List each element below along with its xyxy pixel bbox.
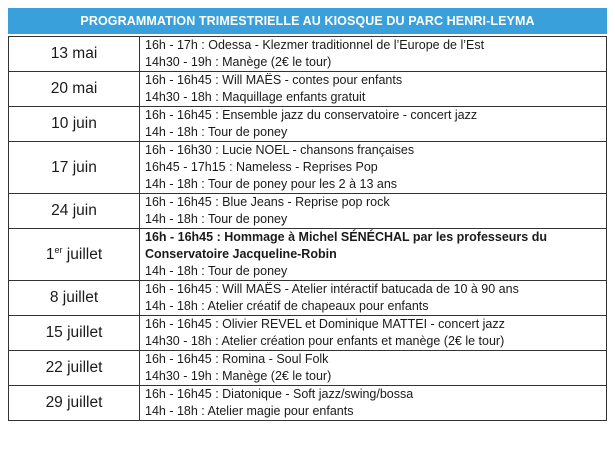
event-line: 14h - 18h : Tour de poney (145, 212, 288, 226)
date-ordinal-suffix: er (54, 244, 63, 255)
schedule-table (8, 36, 607, 421)
event-line: 16h - 16h30 : Lucie NOEL - chansons françaises (145, 143, 415, 157)
table-row (9, 107, 607, 142)
row-events (140, 351, 607, 386)
row-date (9, 386, 140, 421)
schedule-body (9, 37, 607, 421)
event-line: 14h30 - 18h : Atelier création pour enfants et manège (2€ le tour) (145, 334, 505, 348)
row-events (140, 386, 607, 421)
event-line: 14h - 18h : Tour de poney (145, 264, 288, 278)
event-line: 16h - 16h45 : Will MAËS - contes pour enfants (145, 73, 403, 87)
event-line: 16h - 16h45 : Blue Jeans - Reprise pop rock (145, 195, 390, 209)
row-date (9, 316, 140, 351)
date-text: 15 juillet (45, 324, 103, 341)
event-line: 16h - 16h45 : Will MAËS - Atelier intéractif batucada de 10 à 90 ans (145, 282, 519, 296)
date-text: 17 juin (51, 158, 97, 176)
row-events (140, 107, 607, 142)
event-line: 16h - 16h45 : Diatonique - Soft jazz/swing/bossa (145, 387, 414, 401)
date-text: 20 mai (50, 80, 98, 97)
date-text: 10 juin (51, 115, 97, 132)
row-events (140, 229, 607, 281)
page-title: PROGRAMMATION TRIMESTRIELLE AU KIOSQUE DU PARC HENRI-LEYMA (8, 8, 607, 34)
row-events (140, 316, 607, 351)
event-line: 16h - 16h45 : Olivier REVEL et Dominique MATTEI - concert jazz (145, 317, 505, 331)
date-text: 8 juillet (49, 289, 99, 306)
row-events (140, 37, 607, 72)
table-row (9, 386, 607, 421)
event-line: 14h30 - 19h : Manège (2€ le tour) (145, 369, 332, 383)
row-date (9, 229, 140, 281)
event-line: 16h - 16h45 : Ensemble jazz du conservatoire - concert jazz (145, 108, 478, 122)
row-events (140, 194, 607, 229)
table-row (9, 229, 607, 281)
event-line: 14h - 18h : Atelier créatif de chapeaux pour enfants (145, 299, 429, 313)
event-line: 16h45 - 17h15 : Nameless - Reprises Pop (145, 160, 378, 174)
date-text: 22 juillet (45, 359, 103, 376)
row-events (140, 142, 607, 194)
row-date (9, 351, 140, 386)
date-text: 1 (45, 245, 55, 263)
event-line: 14h30 - 18h : Maquillage enfants gratuit (145, 90, 366, 104)
date-text: 24 juin (51, 202, 97, 219)
date-text: 13 mai (50, 45, 98, 62)
event-line: 14h - 18h : Atelier magie pour enfants (145, 404, 354, 418)
row-date (9, 194, 140, 229)
table-row (9, 281, 607, 316)
event-line: 16h - 17h : Odessa - Klezmer traditionnel de l’Europe de l’Est (145, 38, 485, 52)
date-text: 29 juillet (45, 394, 103, 411)
event-line: 16h - 16h45 : Hommage à Michel SÉNÉCHAL par les professeurs du Conservatoire Jacqueline-Robin (145, 230, 547, 261)
table-row (9, 316, 607, 351)
event-line: 14h30 - 19h : Manège (2€ le tour) (145, 55, 332, 69)
row-date (9, 37, 140, 72)
event-line: 14h - 18h : Tour de poney (145, 125, 288, 139)
event-line: 16h - 16h45 : Romina - Soul Folk (145, 352, 329, 366)
date-month: juillet (62, 245, 103, 263)
table-row (9, 194, 607, 229)
table-row (9, 351, 607, 386)
row-date (9, 107, 140, 142)
row-date (9, 142, 140, 194)
table-row (9, 72, 607, 107)
row-events (140, 281, 607, 316)
table-row (9, 142, 607, 194)
row-date (9, 72, 140, 107)
row-date (9, 281, 140, 316)
row-events (140, 72, 607, 107)
table-row (9, 37, 607, 72)
event-line: 14h - 18h : Tour de poney pour les 2 à 13 ans (145, 177, 398, 191)
